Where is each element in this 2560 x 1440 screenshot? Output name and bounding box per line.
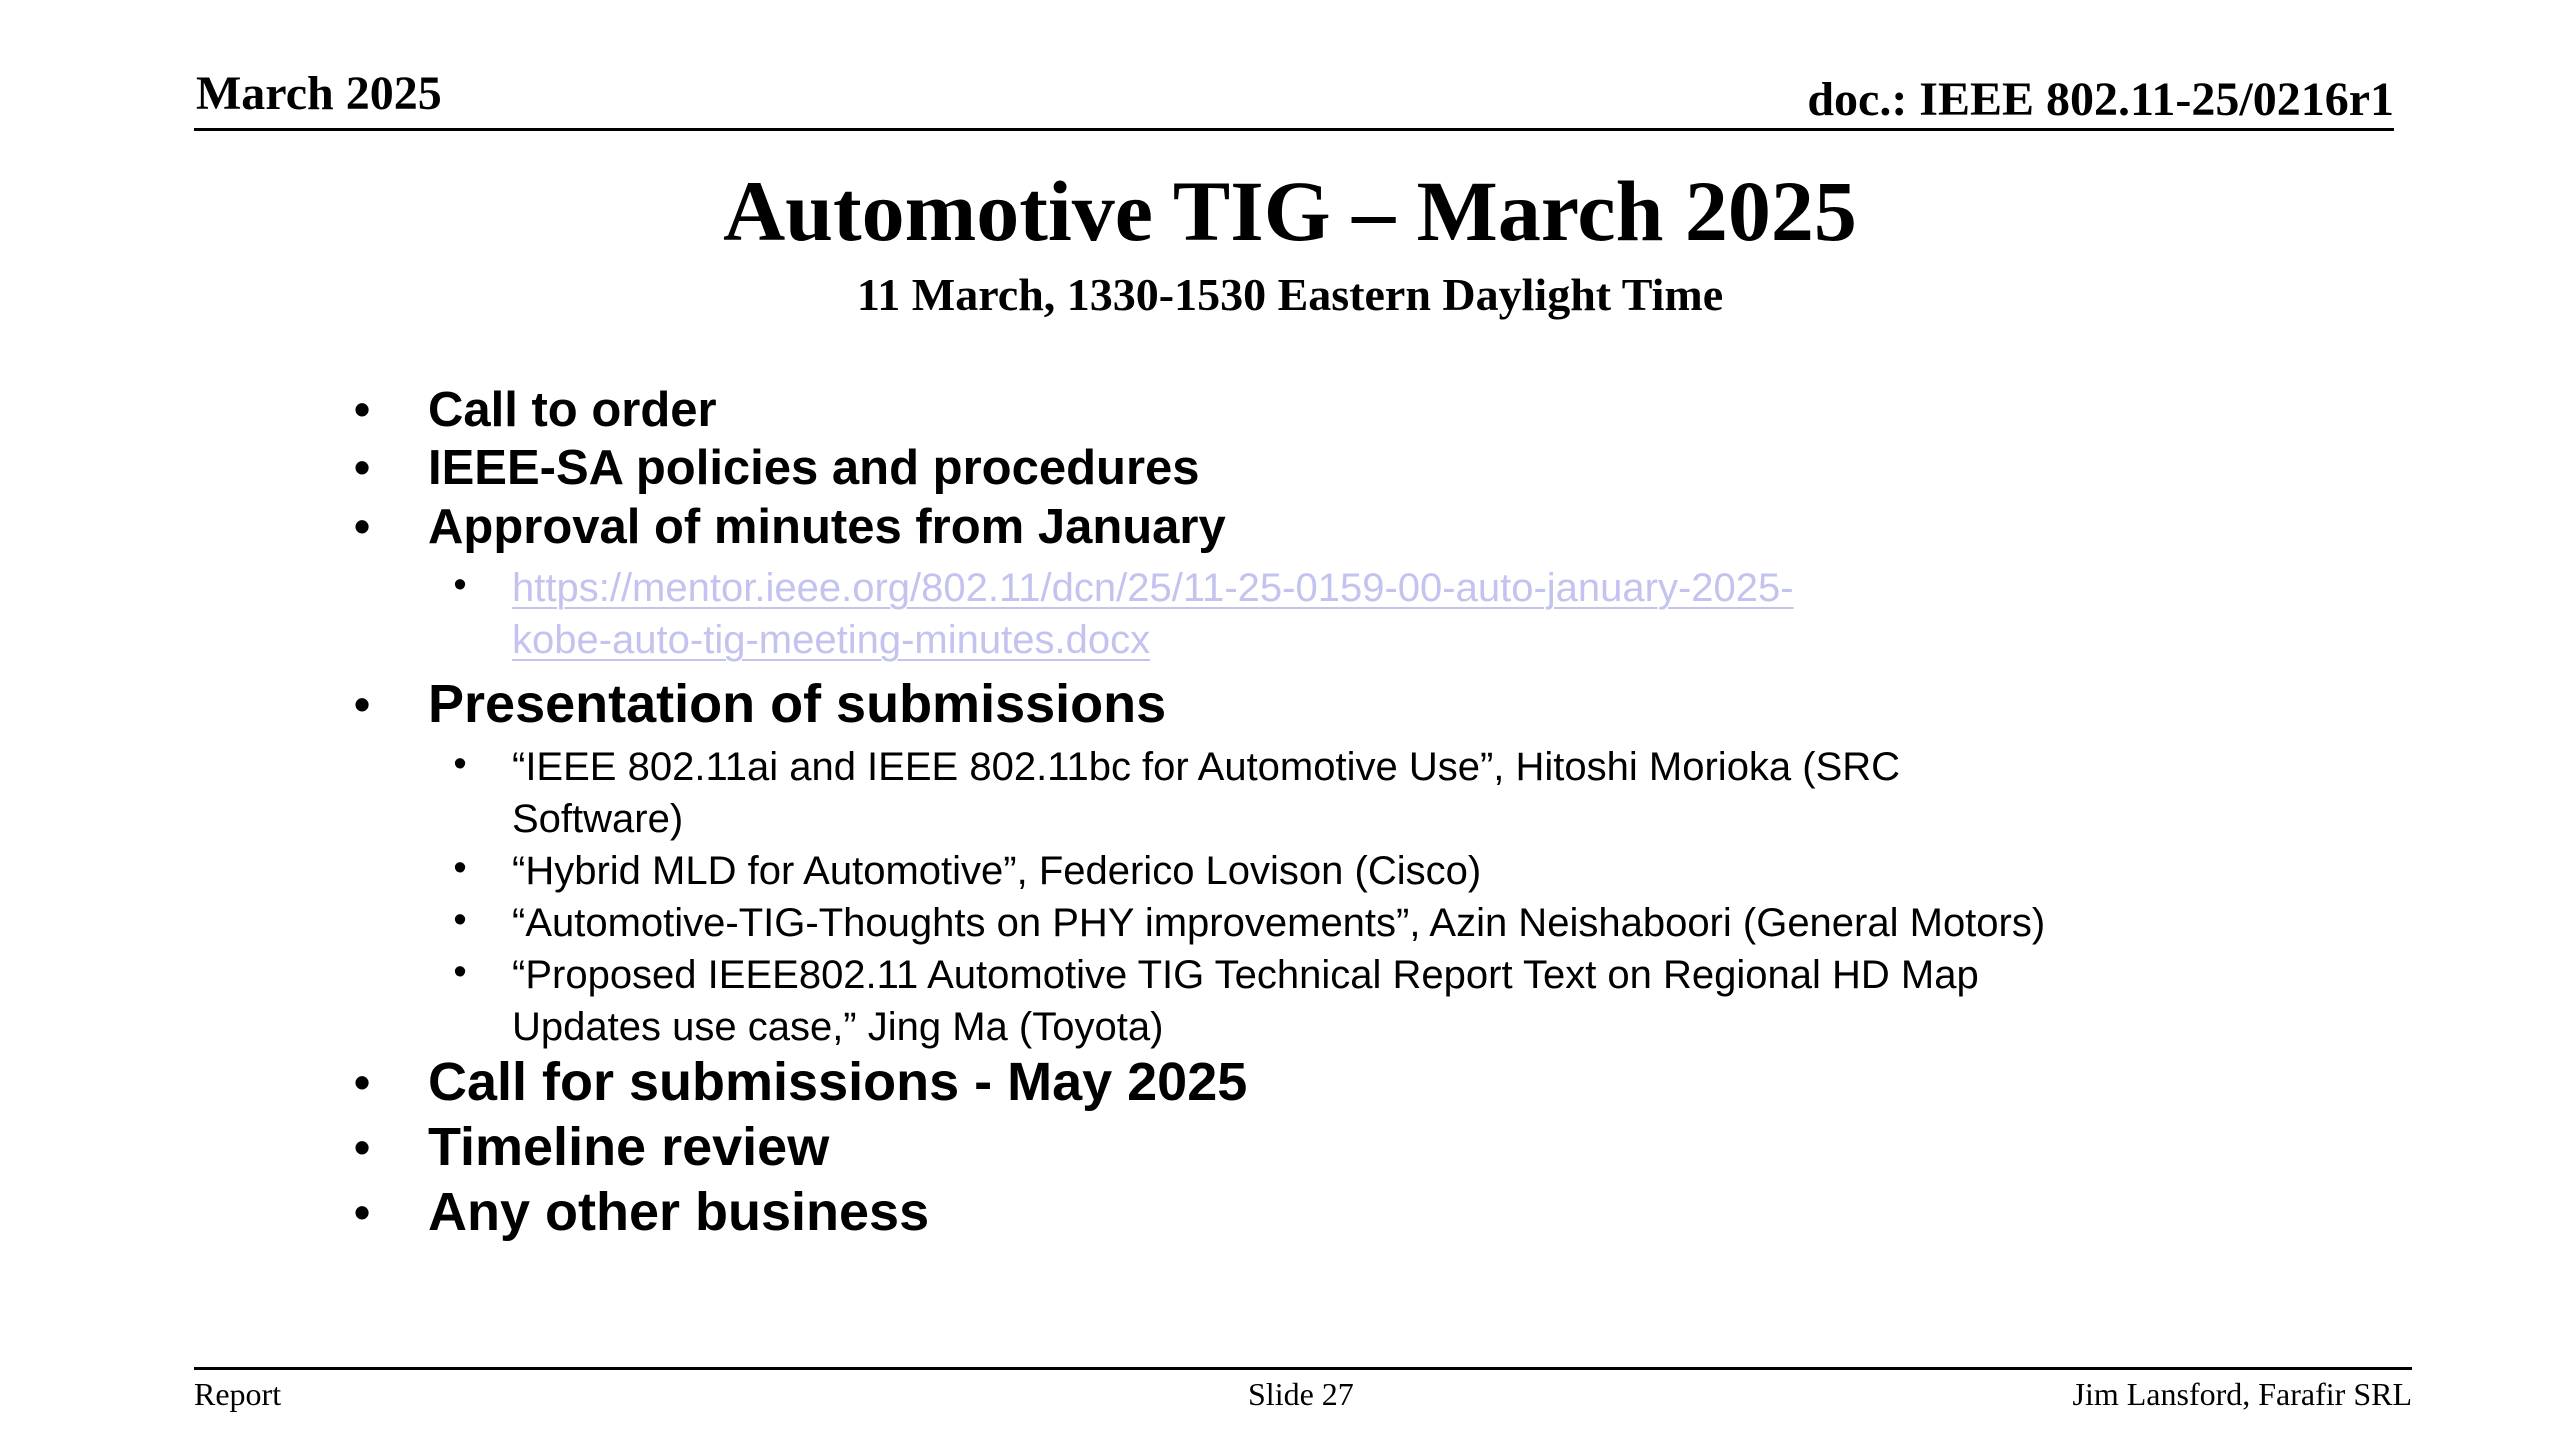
bullet-icon: • xyxy=(453,899,467,941)
agenda-item-label: Call to order xyxy=(428,383,717,437)
footer-rule xyxy=(194,1367,2412,1370)
submission-text: “Automotive-TIG-Thoughts on PHY improvements”, Azin Neishaboori (General Motors) xyxy=(512,901,2046,945)
submission-text xyxy=(512,741,1900,845)
bullet-icon: • xyxy=(453,743,467,785)
footer-slide-number: Slide 27 xyxy=(1248,1376,1354,1412)
bullet-icon: • xyxy=(353,1186,371,1238)
bullet-icon: • xyxy=(453,951,467,993)
submission-text xyxy=(512,949,1979,1053)
header-doc-id: doc.: IEEE 802.11-25/0216r1 xyxy=(1807,73,2394,126)
slide-title: Automotive TIG – March 2025 xyxy=(723,163,1857,259)
bullet-icon: • xyxy=(453,564,467,606)
submission-text: “Hybrid MLD for Automotive”, Federico Lovison (Cisco) xyxy=(512,849,1482,893)
bullet-icon: • xyxy=(353,1056,371,1108)
header-date: March 2025 xyxy=(196,67,442,120)
submission-text-line-1: “IEEE 802.11ai and IEEE 802.11bc for Automotive Use”, Hitoshi Morioka (SRC xyxy=(512,745,1901,789)
agenda-item-label: Approval of minutes from January xyxy=(428,500,1226,554)
footer-author: Jim Lansford, Farafir SRL xyxy=(2072,1376,2412,1412)
bullet-icon: • xyxy=(353,678,371,730)
bullet-icon: • xyxy=(353,441,371,493)
agenda-item-label: Presentation of submissions xyxy=(428,674,1167,734)
bullet-icon: • xyxy=(453,847,467,889)
agenda-item-label: Any other business xyxy=(428,1182,930,1242)
header-rule xyxy=(194,128,2394,131)
agenda-item-label: Timeline review xyxy=(428,1117,830,1177)
agenda-item-label: Call for submissions - May 2025 xyxy=(428,1052,1248,1112)
footer-report-label: Report xyxy=(194,1376,282,1412)
slide-subtitle: 11 March, 1330-1530 Eastern Daylight Time xyxy=(856,269,1724,320)
minutes-link-line-2[interactable]: kobe-auto-tig-meeting-minutes.docx xyxy=(512,618,1151,662)
submission-text-line-1: “Proposed IEEE802.11 Automotive TIG Technical Report Text on Regional HD Map xyxy=(512,953,1979,997)
minutes-link-line-1[interactable]: https://mentor.ieee.org/802.11/dcn/25/11-25-0159-00-auto-january-2025- xyxy=(512,566,1794,610)
minutes-link[interactable] xyxy=(512,562,1794,666)
submission-text-line-2: Updates use case,” Jing Ma (Toyota) xyxy=(512,1005,1164,1049)
agenda-item-label: IEEE-SA policies and procedures xyxy=(428,441,1200,495)
bullet-icon: • xyxy=(353,383,371,435)
submission-text-line-2: Software) xyxy=(512,797,684,841)
bullet-icon: • xyxy=(353,500,371,552)
bullet-icon: • xyxy=(353,1121,371,1173)
